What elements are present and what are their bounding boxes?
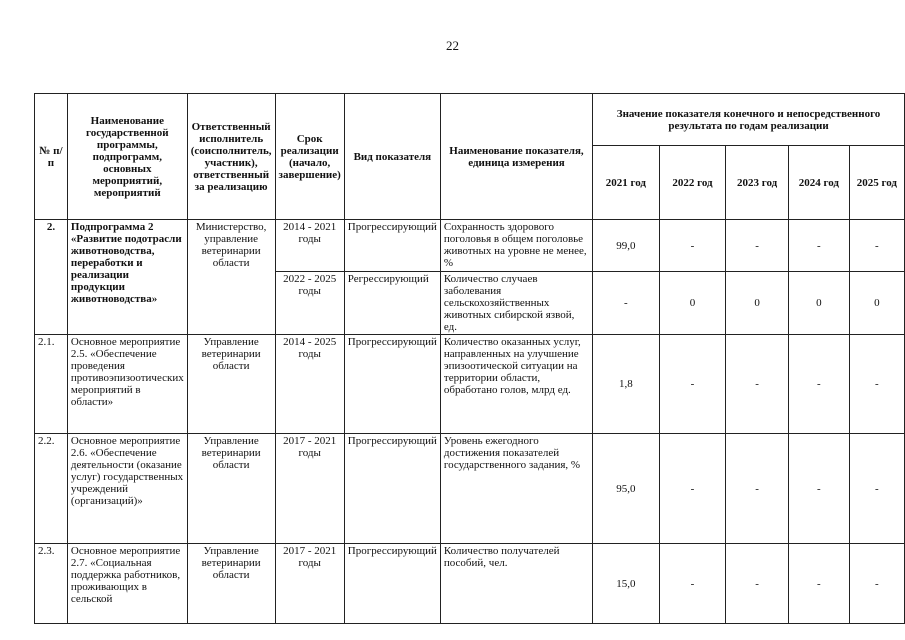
header-year: 2022 год: [659, 146, 726, 220]
value-2021: 1,8: [593, 335, 660, 434]
period: 2022 - 2025 годы: [275, 272, 344, 335]
row-number: 2.: [35, 220, 68, 335]
header-year: 2021 год: [593, 146, 660, 220]
header-responsible: Ответственный исполнитель (соисполнитель, участник), ответственный за реализацию: [187, 94, 275, 220]
value-2022: -: [659, 544, 726, 624]
value-2023: -: [726, 335, 789, 434]
header-num: № п/п: [35, 94, 68, 220]
value-2023: -: [726, 434, 789, 544]
indicator-type: Прогрессирующий: [344, 434, 440, 544]
responsible: Управление ветеринарии области: [187, 544, 275, 624]
table-row: [35, 220, 905, 272]
header-name: Наименование государственной программы, подпрограмм, основных мероприятий, мероприятий: [67, 94, 187, 220]
event-name: Основное мероприятие 2.6. «Обеспечение деятельности (оказание услуг) государственных учреждений (организаций)»: [67, 434, 187, 544]
period: 2014 - 2025 годы: [275, 335, 344, 434]
value-2025: -: [849, 544, 904, 624]
value-2024: -: [788, 434, 849, 544]
indicator-name: Количество получателей пособий, чел.: [440, 544, 592, 624]
table-row: [35, 544, 905, 624]
header-year: 2024 год: [788, 146, 849, 220]
indicator-name: Количество оказанных услуг, направленных на улучшение эпизоотической ситуации на территории области, обработано голов, млрд ед.: [440, 335, 592, 434]
value-2024: -: [788, 220, 849, 272]
period: 2017 - 2021 годы: [275, 434, 344, 544]
indicator-type: Прогрессирующий: [344, 544, 440, 624]
page-number: 22: [446, 38, 459, 53]
value-2023: 0: [726, 272, 789, 335]
header-year: 2023 год: [726, 146, 789, 220]
indicator-name: Сохранность здорового поголовья в общем поголовье животных на уровне не менее, %: [440, 220, 592, 272]
header-period: Срок реализации (начало, завершение): [275, 94, 344, 220]
value-2021: 95,0: [593, 434, 660, 544]
value-2021: -: [593, 272, 660, 335]
row-number: 2.1.: [35, 335, 68, 434]
responsible: Управление ветеринарии области: [187, 335, 275, 434]
value-2023: -: [726, 544, 789, 624]
table-row: [35, 335, 905, 434]
event-name: Основное мероприятие 2.7. «Социальная поддержка работников, проживающих в сельской: [67, 544, 187, 624]
program-indicators-table: [34, 93, 905, 624]
row-number: 2.3.: [35, 544, 68, 624]
indicator-name: Уровень ежегодного достижения показателей государственного задания, %: [440, 434, 592, 544]
value-2024: -: [788, 335, 849, 434]
period: 2014 - 2021 годы: [275, 220, 344, 272]
value-2025: -: [849, 434, 904, 544]
responsible: Управление ветеринарии области: [187, 434, 275, 544]
value-2023: -: [726, 220, 789, 272]
header-type: Вид показателя: [344, 94, 440, 220]
value-2025: -: [849, 335, 904, 434]
header-year: 2025 год: [849, 146, 904, 220]
indicator-type: Регрессирующий: [344, 272, 440, 335]
value-2022: -: [659, 434, 726, 544]
value-2024: -: [788, 544, 849, 624]
value-2021: 15,0: [593, 544, 660, 624]
value-2021: 99,0: [593, 220, 660, 272]
header-values-group: Значение показателя конечного и непосредственного результата по годам реализации: [593, 94, 905, 146]
program-name: Подпрограмма 2 «Развитие подотрасли животноводства, переработки и реализации продукции животноводства»: [67, 220, 187, 335]
row-number: 2.2.: [35, 434, 68, 544]
indicator-type: Прогрессирующий: [344, 220, 440, 272]
value-2022: -: [659, 335, 726, 434]
indicator-type: Прогрессирующий: [344, 335, 440, 434]
value-2024: 0: [788, 272, 849, 335]
value-2025: 0: [849, 272, 904, 335]
responsible: Министерство, управление ветеринарии области: [187, 220, 275, 335]
period: 2017 - 2021 годы: [275, 544, 344, 624]
value-2022: -: [659, 220, 726, 272]
value-2022: 0: [659, 272, 726, 335]
table-row: [35, 434, 905, 544]
indicator-name: Количество случаев заболевания сельскохозяйственных животных сибирской язвой, ед.: [440, 272, 592, 335]
value-2025: -: [849, 220, 904, 272]
event-name: Основное мероприятие 2.5. «Обеспечение проведения противоэпизоотических мероприятий в области»: [67, 335, 187, 434]
header-indicator: Наименование показателя, единица измерения: [440, 94, 592, 220]
